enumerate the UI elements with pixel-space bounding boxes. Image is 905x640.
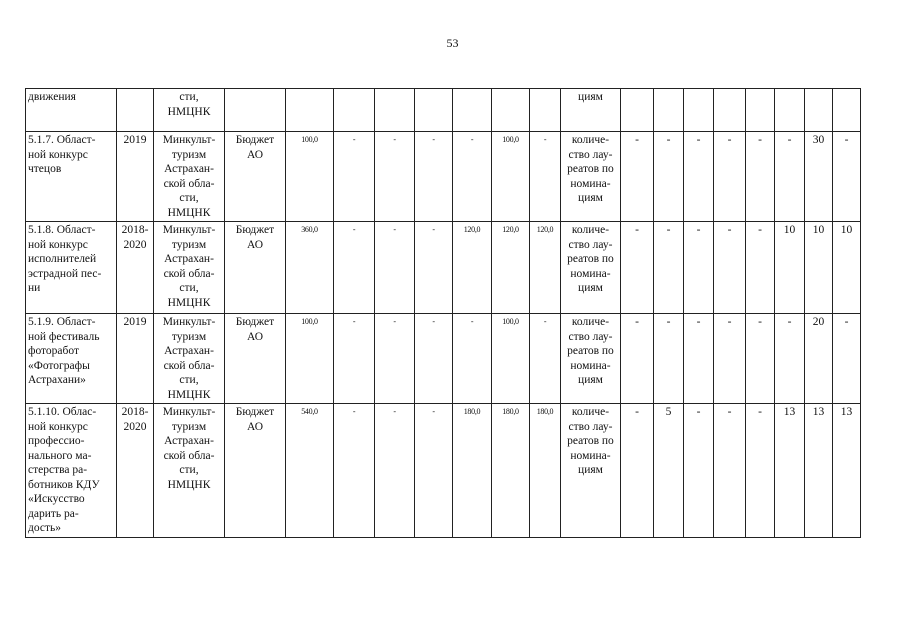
activity-name-cell: 5.1.8. Област- ной конкурс исполнителей эстрадной пес- ни [26, 222, 117, 314]
indicator-value-cell: 13 [833, 404, 861, 538]
indicator-value-cell: - [833, 132, 861, 222]
executor-cell: Минкульт- туризм Астрахан- ской обла- сти, НМЦНК [154, 314, 225, 404]
funding-source-cell: Бюджет АО [225, 222, 286, 314]
indicator-value-cell: - [621, 222, 654, 314]
indicator-value-cell [714, 89, 746, 132]
executor-cell: Минкульт- туризм Астрахан- ской обла- сти, НМЦНК [154, 404, 225, 538]
page-number: 53 [446, 36, 459, 50]
indicator-value-cell: - [714, 222, 746, 314]
amount-cell [530, 89, 561, 132]
executor-cell: сти, НМЦНК [154, 89, 225, 132]
table-row [26, 404, 861, 538]
amount-cell [415, 89, 453, 132]
indicator-value-cell [746, 89, 775, 132]
indicator-value-cell: - [833, 314, 861, 404]
indicator-value-cell: - [714, 404, 746, 538]
amount-cell: 360,0 [286, 222, 334, 314]
indicator-value-cell [621, 89, 654, 132]
year-cell: 2019 [117, 314, 154, 404]
indicator-value-cell: - [684, 222, 714, 314]
indicator-value-cell: - [621, 314, 654, 404]
indicator-value-cell: 10 [833, 222, 861, 314]
amount-cell: - [334, 222, 375, 314]
indicator-value-cell: - [684, 132, 714, 222]
indicator-value-cell: 10 [805, 222, 833, 314]
amount-cell: 100,0 [286, 132, 334, 222]
activity-name-cell: движения [26, 89, 117, 132]
amount-cell: - [375, 404, 415, 538]
amount-cell: 120,0 [453, 222, 492, 314]
amount-cell: - [415, 222, 453, 314]
indicator-value-cell: 10 [775, 222, 805, 314]
amount-cell: 120,0 [530, 222, 561, 314]
indicator-value-cell: 5 [654, 404, 684, 538]
activity-name-cell: 5.1.10. Облас- ной конкурс профессио- нального ма- стерства ра- ботников КДУ «Искусство дарить ра- дость» [26, 404, 117, 538]
indicator-value-cell: - [746, 222, 775, 314]
amount-cell: - [415, 314, 453, 404]
amount-cell: - [334, 314, 375, 404]
table-row [26, 222, 861, 314]
indicator-cell: циям [561, 89, 621, 132]
indicator-value-cell: 20 [805, 314, 833, 404]
indicator-value-cell: - [775, 314, 805, 404]
amount-cell [375, 89, 415, 132]
indicator-cell: количе- ство лау- реатов по номина- циям [561, 404, 621, 538]
amount-cell: - [530, 132, 561, 222]
indicator-value-cell: - [654, 132, 684, 222]
indicator-value-cell: - [654, 222, 684, 314]
amount-cell: 540,0 [286, 404, 334, 538]
indicator-value-cell: 13 [805, 404, 833, 538]
amount-cell: - [334, 132, 375, 222]
amount-cell: 120,0 [492, 222, 530, 314]
indicator-value-cell [805, 89, 833, 132]
indicator-value-cell: - [621, 404, 654, 538]
indicator-value-cell: - [714, 132, 746, 222]
amount-cell: - [415, 404, 453, 538]
year-cell: 2018- 2020 [117, 404, 154, 538]
amount-cell: 180,0 [530, 404, 561, 538]
indicator-cell: количе- ство лау- реатов по номина- циям [561, 132, 621, 222]
indicator-value-cell: - [746, 314, 775, 404]
amount-cell: 100,0 [492, 132, 530, 222]
amount-cell: - [334, 404, 375, 538]
amount-cell: 180,0 [453, 404, 492, 538]
indicator-value-cell: - [684, 404, 714, 538]
year-cell: 2018- 2020 [117, 222, 154, 314]
indicator-value-cell: 13 [775, 404, 805, 538]
program-activities-table [25, 88, 861, 538]
amount-cell [286, 89, 334, 132]
amount-cell: - [415, 132, 453, 222]
amount-cell: 100,0 [286, 314, 334, 404]
indicator-value-cell [654, 89, 684, 132]
indicator-value-cell [684, 89, 714, 132]
indicator-value-cell: - [621, 132, 654, 222]
indicator-cell: количе- ство лау- реатов по номина- циям [561, 314, 621, 404]
year-cell [117, 89, 154, 132]
amount-cell [453, 89, 492, 132]
funding-source-cell [225, 89, 286, 132]
amount-cell: - [375, 222, 415, 314]
amount-cell [492, 89, 530, 132]
indicator-value-cell: - [684, 314, 714, 404]
indicator-value-cell: - [775, 132, 805, 222]
amount-cell: - [453, 314, 492, 404]
indicator-value-cell: - [746, 404, 775, 538]
amount-cell: - [375, 132, 415, 222]
indicator-value-cell: - [746, 132, 775, 222]
table-row [26, 132, 861, 222]
amount-cell: 100,0 [492, 314, 530, 404]
activity-name-cell: 5.1.7. Област- ной конкурс чтецов [26, 132, 117, 222]
executor-cell: Минкульт- туризм Астрахан- ской обла- сти, НМЦНК [154, 132, 225, 222]
indicator-value-cell [775, 89, 805, 132]
indicator-value-cell: 30 [805, 132, 833, 222]
executor-cell: Минкульт- туризм Астрахан- ской обла- сти, НМЦНК [154, 222, 225, 314]
activity-name-cell: 5.1.9. Област- ной фестиваль фоторабот «Фотографы Астрахани» [26, 314, 117, 404]
indicator-value-cell: - [714, 314, 746, 404]
funding-source-cell: Бюджет АО [225, 132, 286, 222]
amount-cell: 180,0 [492, 404, 530, 538]
amount-cell: - [375, 314, 415, 404]
indicator-cell: количе- ство лау- реатов по номина- циям [561, 222, 621, 314]
amount-cell: - [530, 314, 561, 404]
table-row [26, 314, 861, 404]
funding-source-cell: Бюджет АО [225, 314, 286, 404]
amount-cell [334, 89, 375, 132]
amount-cell: - [453, 132, 492, 222]
funding-source-cell: Бюджет АО [225, 404, 286, 538]
indicator-value-cell: - [654, 314, 684, 404]
year-cell: 2019 [117, 132, 154, 222]
table-row [26, 89, 861, 132]
indicator-value-cell [833, 89, 861, 132]
